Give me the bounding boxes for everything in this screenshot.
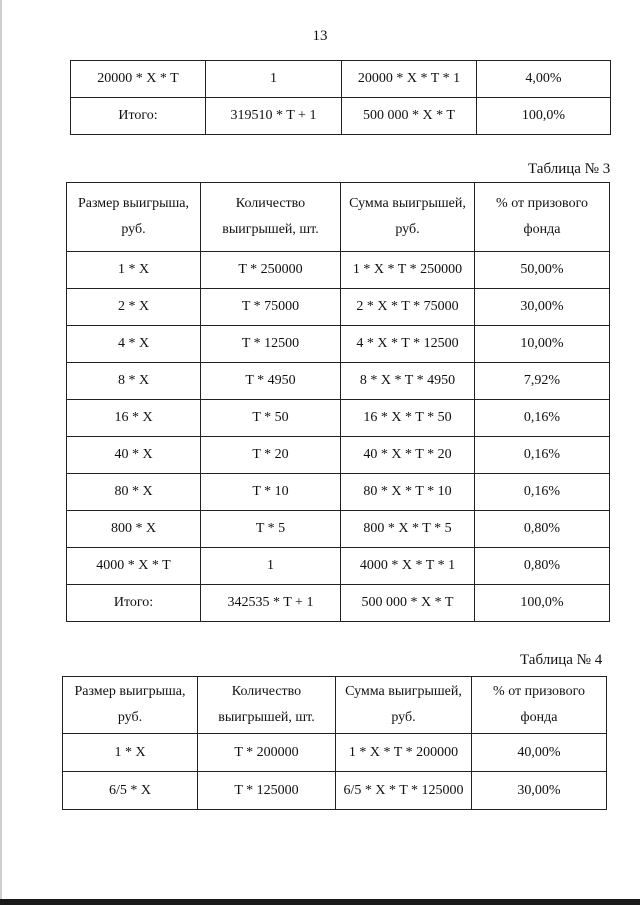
header-row [63,677,607,734]
table-cell: 342535 * T + 1 [201,585,341,622]
table-cell: 1 * X * T * 250000 [341,252,475,289]
table-cell: T * 20 [201,437,341,474]
table-cell: T * 250000 [201,252,341,289]
table-cell: 20000 * X * T * 1 [342,61,477,98]
table-cell: 1 * X [63,734,198,772]
table-cell: 1 [201,548,341,585]
table-cell: 80 * X * T * 10 [341,474,475,511]
table-cell: 100,0% [475,585,610,622]
table-cell: 0,80% [475,548,610,585]
table-cell: 0,16% [475,400,610,437]
header-cell: % от призового фонда [472,677,607,734]
table-cell: T * 12500 [201,326,341,363]
table-row [67,400,610,437]
page-number: 13 [312,28,328,44]
table-cell: 4000 * X * T [67,548,201,585]
table-row [67,363,610,400]
header-cell: Количество выигрышей, шт. [201,183,341,252]
header-cell: Сумма выигрышей, руб. [336,677,472,734]
table-cell: 4,00% [477,61,611,98]
table-cell: 1 [206,61,342,98]
table-cell: T * 125000 [198,772,336,810]
table-cell: 2 * X [67,289,201,326]
table4 [62,676,607,810]
table-cell: 40,00% [472,734,607,772]
table-cell: 8 * X * T * 4950 [341,363,475,400]
table-cell: 10,00% [475,326,610,363]
table-cell: 0,16% [475,437,610,474]
table-cell: 4 * X * T * 12500 [341,326,475,363]
header-cell: % от призового фонда [475,183,610,252]
table-row [67,437,610,474]
table3 [66,182,610,622]
table-cell: 30,00% [472,772,607,810]
table3-caption: Таблица № 3 [528,161,611,177]
table-cell: T * 10 [201,474,341,511]
table-cell: 800 * X * T * 5 [341,511,475,548]
table-cell: 7,92% [475,363,610,400]
header-cell: Размер выигрыша, руб. [67,183,201,252]
table-cell: 0,80% [475,511,610,548]
table-row [67,585,610,622]
table-cell: 6/5 * X * T * 125000 [336,772,472,810]
table-cell: 6/5 * X [63,772,198,810]
table-cell: 500 000 * X * T [342,98,477,135]
table-cell: 2 * X * T * 75000 [341,289,475,326]
table-cell: 4000 * X * T * 1 [341,548,475,585]
continued-table [70,60,611,135]
table4-caption: Таблица № 4 [520,652,603,668]
table-row [67,289,610,326]
table-cell: T * 200000 [198,734,336,772]
table-row [63,772,607,810]
table-cell: 319510 * T + 1 [206,98,342,135]
table-row [67,548,610,585]
header-cell: Размер выигрыша, руб. [63,677,198,734]
table-row [71,61,611,98]
table-cell: T * 50 [201,400,341,437]
table-cell: 80 * X [67,474,201,511]
table-row [67,474,610,511]
scan-border [0,899,640,905]
table-cell: 8 * X [67,363,201,400]
table-cell: Итого: [71,98,206,135]
table-cell: 500 000 * X * T [341,585,475,622]
table-cell: 800 * X [67,511,201,548]
table-cell: 40 * X * T * 20 [341,437,475,474]
table-cell: Итого: [67,585,201,622]
table-cell: T * 75000 [201,289,341,326]
table-cell: 1 * X * T * 200000 [336,734,472,772]
header-cell: Количество выигрышей, шт. [198,677,336,734]
table-cell: 16 * X * T * 50 [341,400,475,437]
table-row [71,98,611,135]
header-cell: Сумма выигрышей, руб. [341,183,475,252]
table-cell: 50,00% [475,252,610,289]
table-row [67,511,610,548]
table-cell: 40 * X [67,437,201,474]
scan-edge [0,0,2,905]
header-row [67,183,610,252]
table-row [67,326,610,363]
table-cell: 4 * X [67,326,201,363]
table-cell: 1 * X [67,252,201,289]
table-cell: 100,0% [477,98,611,135]
table-row [67,252,610,289]
table-cell: T * 4950 [201,363,341,400]
table-cell: T * 5 [201,511,341,548]
table-cell: 0,16% [475,474,610,511]
table-cell: 20000 * X * T [71,61,206,98]
table-cell: 30,00% [475,289,610,326]
table-cell: 16 * X [67,400,201,437]
table-row [63,734,607,772]
